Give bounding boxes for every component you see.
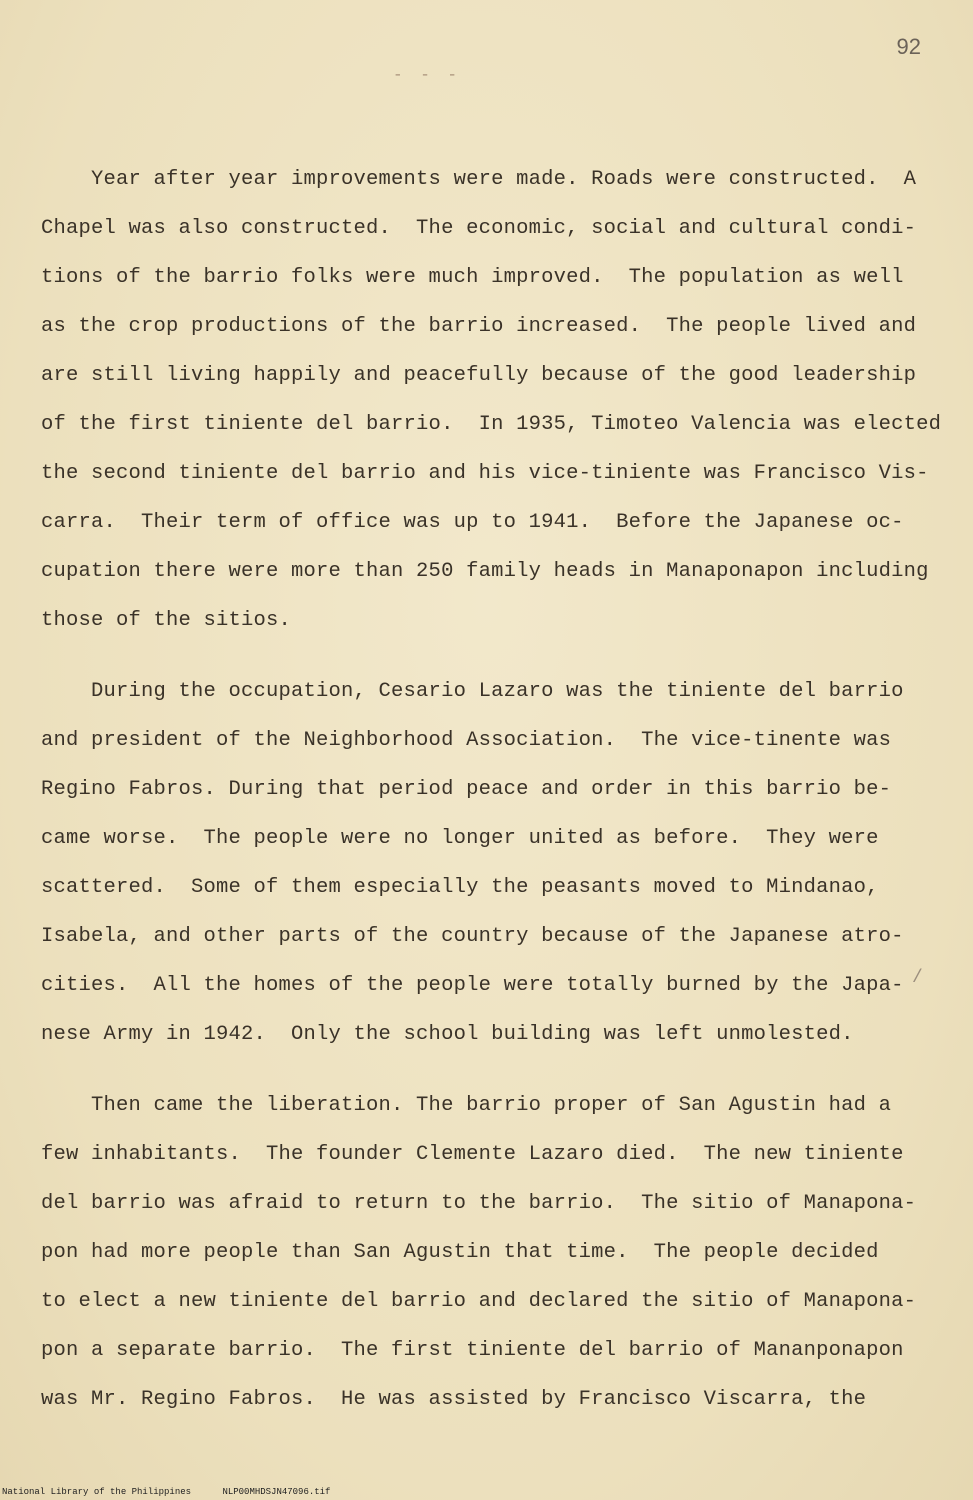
paragraph-2-line-6: Isabela, and other parts of the country because of the Japanese atro- — [41, 925, 904, 948]
paragraph-1-line-5: are still living happily and peacefully because of the good leadership — [41, 364, 917, 387]
paragraph-1-line-10: those of the sitios. — [41, 609, 292, 632]
paragraph-1-line-7: the second tiniente del barrio and his vice-tiniente was Francisco Vis- — [41, 462, 929, 485]
paragraph-1-line-2: Chapel was also constructed. The economic, social and cultural condi- — [41, 217, 917, 240]
paragraph-3-line-7: was Mr. Regino Fabros. He was assisted by Francisco Viscarra, the — [41, 1388, 867, 1411]
paragraph-2-line-7: cities. All the homes of the people were totally burned by the Japa- — [41, 974, 904, 997]
paragraph-1-line-3: tions of the barrio folks were much improved. The population as well — [41, 266, 904, 289]
footer-file: NLP00MHDSJN47096.tif — [222, 1487, 331, 1497]
paragraph-1-line-6: of the first tiniente del barrio. In 1935, Timoteo Valencia was elected — [41, 413, 942, 436]
footer-library: National Library of the Philippines — [2, 1487, 192, 1497]
paragraph-1-line-8: carra. Their term of office was up to 1941. Before the Japanese oc- — [41, 511, 904, 534]
paragraph-2-line-8: nese Army in 1942. Only the school building was left unmolested. — [41, 1023, 854, 1046]
paragraph-3-line-5: to elect a new tiniente del barrio and declared the sitio of Manapona- — [41, 1290, 917, 1313]
paragraph-3-line-3: del barrio was afraid to return to the barrio. The sitio of Manapona- — [41, 1192, 917, 1215]
paragraph-2-line-5: scattered. Some of them especially the peasants moved to Mindanao, — [41, 876, 879, 899]
paragraph-2-line-2: and president of the Neighborhood Association. The vice-tinente was — [41, 729, 892, 752]
top-mark: - - - — [393, 66, 462, 84]
page-number: 92 — [896, 34, 921, 59]
scan-footer — [0, 1484, 973, 1500]
paragraph-1-line-1: Year after year improvements were made. Roads were constructed. A — [41, 168, 917, 191]
paragraph-3-line-2: few inhabitants. The founder Clemente Lazaro died. The new tiniente — [41, 1143, 904, 1166]
paragraph-1-line-9: cupation there were more than 250 family heads in Manaponapon including — [41, 560, 929, 583]
paragraph-3-line-4: pon had more people than San Agustin that time. The people decided — [41, 1241, 879, 1264]
paragraph-2-line-3: Regino Fabros. During that period peace and order in this barrio be- — [41, 778, 892, 801]
paragraph-2-line-1: During the occupation, Cesario Lazaro was the tiniente del barrio — [41, 680, 904, 703]
margin-tick-mark: / — [912, 968, 923, 988]
paragraph-1-line-4: as the crop productions of the barrio increased. The people lived and — [41, 315, 917, 338]
paragraph-3-line-6: pon a separate barrio. The first tiniente del barrio of Mananponapon — [41, 1339, 904, 1362]
paragraph-2-line-4: came worse. The people were no longer united as before. They were — [41, 827, 879, 850]
paragraph-3-line-1: Then came the liberation. The barrio proper of San Agustin had a — [41, 1094, 892, 1117]
